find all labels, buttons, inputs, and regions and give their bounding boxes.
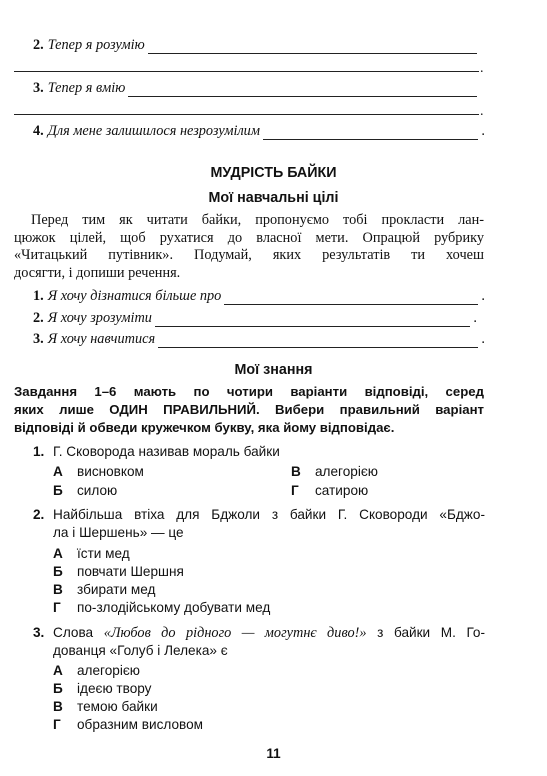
line-end-dot: . [481,123,485,139]
question-line: ла і Шершень» — це [53,525,184,540]
answer-blank[interactable] [155,313,470,327]
option-letter[interactable]: Г [53,717,61,732]
reflection-item-4 [33,122,485,140]
knowledge-heading: Мої знання [234,362,313,378]
option-text: темою байки [77,699,158,714]
option-text: по-злодійському добувати мед [77,600,271,615]
reflection-item-2 [33,36,485,54]
option-letter[interactable]: Б [53,681,63,696]
option-a[interactable] [53,662,140,680]
answer-blank[interactable] [224,291,478,305]
question-text-part: Слова [53,625,104,640]
line-end-dot: . [473,310,477,326]
option-g[interactable] [53,716,203,734]
item-prompt: Для мене залишилося незрозумілим [47,123,260,139]
answer-blank[interactable] [263,126,478,140]
goal-item-1 [33,287,485,305]
question-number: 1. [33,444,45,459]
option-text: збирати мед [77,582,156,597]
instruction-line: яких лише ОДИН ПРАВИЛЬНИЙ. Вибери правильний варіант [14,402,484,417]
item-number: 2. [33,310,44,326]
option-text: образним висловом [77,717,204,732]
paragraph-line: «Читацький путівник». Подумай, яких результатів ти хочеш [14,247,484,264]
option-g[interactable] [53,599,270,617]
option-text: силою [77,483,118,498]
item-number: 3. [33,80,44,96]
option-text: алегорією [77,663,140,678]
option-b[interactable] [53,482,117,500]
line-end-dot: . [481,331,485,347]
line-end-dot: . [480,104,484,119]
item-number: 1. [33,288,44,304]
option-text: сатирою [315,483,369,498]
option-letter[interactable]: А [53,546,63,561]
item-prompt: Я хочу зрозуміти [47,310,152,326]
item-number: 2. [33,37,44,53]
question-number: 2. [33,507,45,522]
option-v[interactable] [53,698,158,716]
option-letter[interactable]: В [53,699,63,714]
question-line: Г. Сковорода називав мораль байки [53,444,280,459]
question-text [53,506,485,542]
option-text: алегорією [315,464,378,479]
question-line [53,624,485,642]
paragraph-line: досягти, і допиши речення. [14,265,181,282]
section-title: МУДРІСТЬ БАЙКИ [210,165,337,181]
question-line: Найбільша втіха для Бджоли з байки Г. Сковороди «Бджо- [53,507,485,522]
option-text: висновком [77,464,144,479]
answer-blank-line[interactable] [14,71,479,72]
item-prompt: Тепер я вмію [47,80,126,96]
option-b[interactable] [53,680,151,698]
goal-item-3 [33,330,485,348]
option-b[interactable] [53,563,184,581]
question-text [53,624,485,660]
item-number: 4. [33,123,44,139]
item-prompt: Тепер я розумію [47,37,145,53]
answer-blank[interactable] [128,83,477,97]
option-letter[interactable]: А [53,464,63,479]
question-number: 3. [33,625,45,640]
instruction-line: Завдання 1–6 мають по чотири варіанти відповіді, серед [14,384,484,399]
option-text: ідеєю твору [77,681,152,696]
option-letter[interactable]: Б [53,564,63,579]
line-end-dot: . [480,61,484,76]
goals-paragraph [14,212,484,283]
option-text: повчати Шершня [77,564,184,579]
test-instruction [14,383,484,437]
question-line: дованця «Голуб і Лелека» є [53,643,228,658]
option-v[interactable] [53,581,155,599]
option-letter[interactable]: В [291,464,301,479]
question-text-part: з байки М. Го- [366,625,485,640]
option-a[interactable] [53,463,144,481]
line-end-dot: . [481,288,485,304]
paragraph-line: цюжок цілей, щоб рухатися до власної мети. Опрацюй рубрику [14,229,484,246]
answer-blank[interactable] [148,40,477,54]
goals-heading: Мої навчальні цілі [208,190,339,206]
paragraph-line: Перед тим як читати байки, пропонуємо тобі прокласти лан- [31,212,484,228]
question-text [53,443,485,461]
answer-blank-line[interactable] [14,114,479,115]
option-letter[interactable]: А [53,663,63,678]
option-letter[interactable]: Г [53,600,61,615]
option-a[interactable] [53,545,130,563]
option-text: їсти мед [77,546,130,561]
goal-item-2 [33,309,477,327]
option-g[interactable] [291,482,368,500]
option-letter[interactable]: Б [53,483,63,498]
item-number: 3. [33,331,44,347]
page-number: 11 [266,746,281,761]
item-prompt: Я хочу дізнатися більше про [47,288,222,304]
option-v[interactable] [291,463,378,481]
instruction-line: відповіді й обведи кружечком букву, яка йому відповідає. [14,420,395,435]
option-letter[interactable]: Г [291,483,299,498]
quote-text: «Любов до рідного — могутнє диво!» [103,625,367,641]
reflection-item-3 [33,79,485,97]
answer-blank[interactable] [158,334,478,348]
item-prompt: Я хочу навчитися [47,331,156,347]
option-letter[interactable]: В [53,582,63,597]
